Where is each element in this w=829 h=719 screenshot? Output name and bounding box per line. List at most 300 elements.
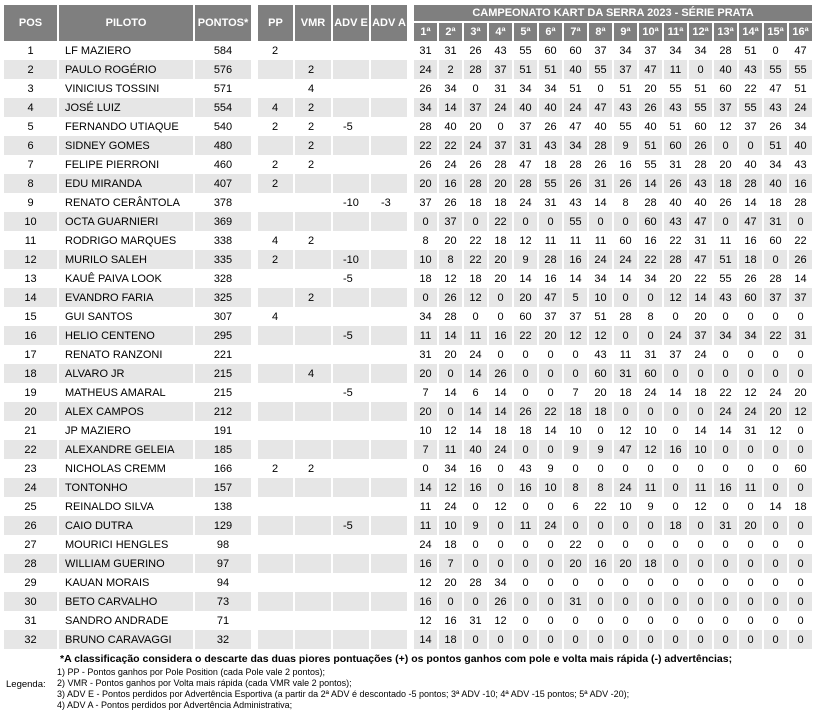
table-row (4, 269, 812, 288)
race-result-cell: 12 (689, 497, 712, 516)
race-result-cell: 34 (764, 155, 787, 174)
race-result-cell: 11 (589, 231, 612, 250)
race-result-cell: 60 (514, 307, 537, 326)
race-result-cell: 37 (464, 98, 487, 117)
race-result-cell: 0 (614, 573, 637, 592)
race-result-cell: 47 (739, 212, 762, 231)
race-result-cell: 51 (589, 307, 612, 326)
points-cell: 407 (195, 174, 251, 193)
race-result-cell: 11 (689, 478, 712, 497)
race-result-cell: 0 (539, 440, 562, 459)
race-result-cell: 0 (689, 364, 712, 383)
points-cell: 157 (195, 478, 251, 497)
race-result-cell: 0 (539, 535, 562, 554)
vmr-cell: 2 (295, 459, 331, 478)
race-result-cell: 60 (664, 136, 687, 155)
race-result-cell: 0 (664, 573, 687, 592)
race-result-cell: 43 (514, 459, 537, 478)
race-result-cell: 14 (639, 174, 662, 193)
points-cell: 325 (195, 288, 251, 307)
race-result-cell: 0 (614, 630, 637, 649)
race-result-cell: 18 (789, 497, 812, 516)
pp-cell (258, 212, 293, 231)
pos-cell: 15 (4, 307, 57, 326)
race-result-cell: 18 (764, 193, 787, 212)
race-result-cell: 16 (464, 478, 487, 497)
race-result-cell: 22 (764, 326, 787, 345)
table-row (4, 573, 812, 592)
race-result-cell: 0 (714, 630, 737, 649)
adv-e-cell (333, 364, 369, 383)
pos-cell: 18 (4, 364, 57, 383)
race-result-cell: 0 (464, 212, 487, 231)
adv-a-cell (371, 554, 407, 573)
race-result-cell: 60 (714, 79, 737, 98)
race-result-cell: 20 (614, 554, 637, 573)
pos-cell: 16 (4, 326, 57, 345)
race-result-cell: 0 (489, 516, 512, 535)
adv-a-cell (371, 611, 407, 630)
race-result-cell: 18 (614, 383, 637, 402)
race-result-cell: 0 (614, 288, 637, 307)
race-result-cell: 0 (539, 497, 562, 516)
header-race-5: 5ª (514, 21, 537, 41)
race-result-cell: 26 (689, 136, 712, 155)
adv-a-cell (371, 269, 407, 288)
race-result-cell: 18 (689, 383, 712, 402)
race-result-cell: 0 (589, 459, 612, 478)
pp-cell (258, 478, 293, 497)
race-result-cell: 0 (539, 383, 562, 402)
race-result-cell: 9 (514, 250, 537, 269)
race-result-cell: 26 (639, 98, 662, 117)
adv-e-cell (333, 288, 369, 307)
race-result-cell: 20 (439, 231, 462, 250)
adv-a-cell (371, 421, 407, 440)
race-result-cell: 0 (764, 573, 787, 592)
race-result-cell: 0 (514, 440, 537, 459)
vmr-cell: 4 (295, 79, 331, 98)
race-result-cell: 0 (764, 592, 787, 611)
race-result-cell: 24 (614, 250, 637, 269)
race-result-cell: 0 (764, 516, 787, 535)
race-result-cell: 31 (614, 364, 637, 383)
race-result-cell: 28 (614, 307, 637, 326)
race-result-cell: 0 (764, 345, 787, 364)
race-result-cell: 11 (539, 231, 562, 250)
race-result-cell: 20 (564, 554, 587, 573)
race-result-cell: 11 (514, 516, 537, 535)
points-cell: 221 (195, 345, 251, 364)
race-result-cell: 26 (464, 41, 487, 60)
race-result-cell: 22 (464, 250, 487, 269)
race-result-cell: 26 (564, 174, 587, 193)
adv-e-cell: -10 (333, 193, 369, 212)
driver-name: MURILO SALEH (59, 250, 193, 269)
race-result-cell: 0 (739, 345, 762, 364)
driver-name: ALEXANDRE GELEIA (59, 440, 193, 459)
race-result-cell: 0 (639, 402, 662, 421)
race-result-cell: 0 (739, 440, 762, 459)
vmr-cell (295, 326, 331, 345)
points-cell: 576 (195, 60, 251, 79)
race-result-cell: 0 (764, 250, 787, 269)
table-row (4, 79, 812, 98)
race-result-cell: 47 (514, 155, 537, 174)
race-result-cell: 26 (789, 250, 812, 269)
race-result-cell: 0 (664, 497, 687, 516)
header-race-3: 3ª (464, 21, 487, 41)
race-result-cell: 7 (414, 383, 437, 402)
race-result-cell: 0 (514, 535, 537, 554)
points-cell: 129 (195, 516, 251, 535)
vmr-cell (295, 535, 331, 554)
adv-e-cell (333, 497, 369, 516)
legend-item-pp: 1) PP - Pontos ganhos por Pole Position (cada Pole vale 2 pontos); (57, 667, 325, 677)
race-result-cell: 2 (439, 60, 462, 79)
race-result-cell: 31 (764, 212, 787, 231)
race-result-cell: 16 (414, 554, 437, 573)
race-result-cell: 0 (789, 516, 812, 535)
points-cell: 584 (195, 41, 251, 60)
adv-a-cell (371, 497, 407, 516)
vmr-cell: 2 (295, 117, 331, 136)
race-result-cell: 0 (489, 345, 512, 364)
race-result-cell: 55 (764, 60, 787, 79)
vmr-cell (295, 269, 331, 288)
header-race-7: 7ª (564, 21, 587, 41)
race-result-cell: 14 (489, 402, 512, 421)
race-result-cell: 0 (789, 592, 812, 611)
race-result-cell: 37 (514, 117, 537, 136)
header-vmr: VMR (295, 5, 331, 41)
table-row (4, 535, 812, 554)
header-race-4: 4ª (489, 21, 512, 41)
race-result-cell: 0 (689, 516, 712, 535)
race-result-cell: 0 (764, 364, 787, 383)
table-row (4, 193, 812, 212)
race-result-cell: 18 (714, 174, 737, 193)
race-result-cell: 51 (614, 79, 637, 98)
race-result-cell: 0 (789, 611, 812, 630)
race-result-cell: 24 (539, 516, 562, 535)
race-result-cell: 7 (439, 554, 462, 573)
points-cell: 32 (195, 630, 251, 649)
race-result-cell: 47 (639, 60, 662, 79)
race-result-cell: 40 (464, 440, 487, 459)
race-result-cell: 34 (439, 459, 462, 478)
race-result-cell: 47 (589, 98, 612, 117)
race-result-cell: 31 (414, 41, 437, 60)
race-result-cell: 0 (739, 611, 762, 630)
race-result-cell: 0 (414, 459, 437, 478)
race-result-cell: 31 (539, 193, 562, 212)
race-result-cell: 26 (714, 193, 737, 212)
race-result-cell: 16 (514, 478, 537, 497)
header-race-6: 6ª (539, 21, 562, 41)
race-result-cell: 55 (789, 60, 812, 79)
race-result-cell: 0 (789, 535, 812, 554)
driver-name: REINALDO SILVA (59, 497, 193, 516)
driver-name: CAIO DUTRA (59, 516, 193, 535)
race-result-cell: 0 (514, 630, 537, 649)
table-row (4, 231, 812, 250)
pp-cell (258, 60, 293, 79)
race-result-cell: 0 (639, 516, 662, 535)
race-result-cell: 0 (689, 573, 712, 592)
race-result-cell: 0 (464, 592, 487, 611)
race-result-cell: 0 (464, 554, 487, 573)
adv-e-cell (333, 79, 369, 98)
race-result-cell: 0 (614, 611, 637, 630)
race-result-cell: 0 (539, 592, 562, 611)
race-result-cell: 34 (564, 136, 587, 155)
adv-e-cell (333, 307, 369, 326)
race-result-cell: 0 (714, 136, 737, 155)
header-adv-e: ADV E (333, 5, 369, 41)
race-result-cell: 0 (789, 573, 812, 592)
race-result-cell: 7 (414, 440, 437, 459)
race-result-cell: 0 (789, 421, 812, 440)
race-result-cell: 20 (414, 174, 437, 193)
race-result-cell: 31 (789, 326, 812, 345)
race-result-cell: 24 (614, 478, 637, 497)
points-cell: 369 (195, 212, 251, 231)
race-result-cell: 0 (664, 611, 687, 630)
race-result-cell: 26 (414, 79, 437, 98)
table-row (4, 554, 812, 573)
race-result-cell: 34 (789, 117, 812, 136)
race-result-cell: 20 (539, 326, 562, 345)
adv-e-cell (333, 554, 369, 573)
driver-name: ALEX CAMPOS (59, 402, 193, 421)
driver-name: BRUNO CARAVAGGI (59, 630, 193, 649)
race-result-cell: 24 (439, 155, 462, 174)
pos-cell: 21 (4, 421, 57, 440)
pp-cell (258, 326, 293, 345)
vmr-cell: 2 (295, 231, 331, 250)
race-result-cell: 16 (489, 326, 512, 345)
adv-a-cell (371, 592, 407, 611)
race-result-cell: 40 (539, 98, 562, 117)
race-result-cell: 0 (589, 535, 612, 554)
race-result-cell: 14 (439, 383, 462, 402)
table-row (4, 611, 812, 630)
driver-name: PAULO ROGÉRIO (59, 60, 193, 79)
points-cell: 378 (195, 193, 251, 212)
race-result-cell: 34 (589, 269, 612, 288)
race-result-cell: 34 (514, 79, 537, 98)
race-result-cell: 12 (439, 269, 462, 288)
race-result-cell: 28 (714, 41, 737, 60)
adv-e-cell: -5 (333, 383, 369, 402)
race-result-cell: 24 (464, 136, 487, 155)
race-result-cell: 0 (489, 459, 512, 478)
race-result-cell: 37 (639, 41, 662, 60)
driver-name: KAUÊ PAIVA LOOK (59, 269, 193, 288)
legend-label: Legenda: (6, 679, 46, 690)
race-result-cell: 22 (439, 136, 462, 155)
table-row (4, 345, 812, 364)
race-result-cell: 24 (664, 326, 687, 345)
legend-item-vmr: 2) VMR - Pontos ganhos por Volta mais rápida (cada VMR vale 2 pontos); (57, 678, 352, 688)
race-result-cell: 0 (714, 573, 737, 592)
race-result-cell: 60 (639, 212, 662, 231)
race-result-cell: 40 (664, 193, 687, 212)
vmr-cell (295, 193, 331, 212)
race-result-cell: 51 (664, 117, 687, 136)
race-result-cell: 14 (439, 326, 462, 345)
pos-cell: 11 (4, 231, 57, 250)
adv-e-cell (333, 440, 369, 459)
race-result-cell: 55 (739, 98, 762, 117)
race-result-cell: 0 (464, 79, 487, 98)
pp-cell (258, 345, 293, 364)
race-result-cell: 22 (414, 136, 437, 155)
pp-cell (258, 516, 293, 535)
race-result-cell: 0 (639, 592, 662, 611)
race-result-cell: 0 (714, 592, 737, 611)
legend-note: *A classificação considera o descarte das duas piores pontuações (+) os pontos ganhos com pole e volta mais rápida (-) advertências; (60, 653, 733, 665)
race-result-cell: 24 (414, 60, 437, 79)
pp-cell (258, 630, 293, 649)
race-result-cell: 40 (439, 117, 462, 136)
table-row (4, 630, 812, 649)
race-result-cell: 20 (464, 117, 487, 136)
header-race-13: 13ª (714, 21, 737, 41)
pp-cell (258, 421, 293, 440)
adv-a-cell (371, 79, 407, 98)
race-result-cell: 10 (539, 478, 562, 497)
vmr-cell: 2 (295, 288, 331, 307)
driver-name: KAUAN MORAIS (59, 573, 193, 592)
race-result-cell: 16 (564, 250, 587, 269)
pos-cell: 14 (4, 288, 57, 307)
race-result-cell: 0 (589, 212, 612, 231)
points-cell: 460 (195, 155, 251, 174)
race-result-cell: 0 (614, 212, 637, 231)
race-result-cell: 0 (564, 630, 587, 649)
adv-e-cell (333, 535, 369, 554)
race-result-cell: 0 (664, 459, 687, 478)
race-result-cell: 47 (689, 212, 712, 231)
race-result-cell: 0 (714, 212, 737, 231)
table-row (4, 326, 812, 345)
race-result-cell: 12 (439, 421, 462, 440)
adv-e-cell (333, 421, 369, 440)
pos-cell: 8 (4, 174, 57, 193)
adv-e-cell: -10 (333, 250, 369, 269)
race-result-cell: 12 (414, 573, 437, 592)
race-result-cell: 31 (589, 174, 612, 193)
race-result-cell: 0 (439, 364, 462, 383)
race-result-cell: 24 (764, 383, 787, 402)
race-result-cell: 0 (589, 79, 612, 98)
race-result-cell: 0 (489, 535, 512, 554)
race-result-cell: 22 (789, 231, 812, 250)
race-result-cell: 20 (414, 402, 437, 421)
race-result-cell: 22 (489, 212, 512, 231)
table-row (4, 250, 812, 269)
race-result-cell: 28 (564, 155, 587, 174)
race-result-cell: 34 (489, 573, 512, 592)
race-result-cell: 24 (464, 345, 487, 364)
pos-cell: 17 (4, 345, 57, 364)
table-row (4, 307, 812, 326)
race-result-cell: 31 (439, 41, 462, 60)
race-result-cell: 16 (664, 440, 687, 459)
race-result-cell: 20 (664, 269, 687, 288)
race-result-cell: 34 (714, 326, 737, 345)
race-result-cell: 18 (539, 155, 562, 174)
adv-a-cell (371, 136, 407, 155)
race-result-cell: 31 (564, 592, 587, 611)
race-result-cell: 24 (739, 402, 762, 421)
race-result-cell: 0 (664, 364, 687, 383)
race-result-cell: 16 (464, 459, 487, 478)
pos-cell: 9 (4, 193, 57, 212)
race-result-cell: 9 (639, 497, 662, 516)
vmr-cell (295, 383, 331, 402)
race-result-cell: 18 (464, 193, 487, 212)
race-result-cell: 0 (739, 630, 762, 649)
race-result-cell: 14 (589, 193, 612, 212)
race-result-cell: 0 (489, 117, 512, 136)
championship-title: CAMPEONATO KART DA SERRA 2023 - SÉRIE PRATA (414, 5, 812, 21)
race-result-cell: 14 (739, 193, 762, 212)
race-result-cell: 28 (414, 117, 437, 136)
race-result-cell: 34 (664, 41, 687, 60)
table-row (4, 136, 812, 155)
header-race-16: 16ª (789, 21, 812, 41)
header-pos: POS (4, 5, 57, 41)
table-row (4, 60, 812, 79)
table-row (4, 478, 812, 497)
race-result-cell: 16 (439, 611, 462, 630)
race-result-cell: 40 (739, 155, 762, 174)
adv-a-cell (371, 630, 407, 649)
race-result-cell: 12 (589, 326, 612, 345)
points-cell: 97 (195, 554, 251, 573)
race-result-cell: 0 (739, 364, 762, 383)
pos-cell: 25 (4, 497, 57, 516)
race-result-cell: 37 (664, 345, 687, 364)
points-cell: 338 (195, 231, 251, 250)
vmr-cell (295, 478, 331, 497)
race-result-cell: 37 (489, 136, 512, 155)
race-result-cell: 60 (614, 231, 637, 250)
points-cell: 571 (195, 79, 251, 98)
points-cell: 185 (195, 440, 251, 459)
race-result-cell: 40 (564, 60, 587, 79)
header-piloto: PILOTO (59, 5, 193, 41)
race-result-cell: 20 (714, 155, 737, 174)
race-result-cell: 18 (514, 421, 537, 440)
race-result-cell: 0 (614, 535, 637, 554)
race-result-cell: 26 (764, 117, 787, 136)
adv-a-cell (371, 250, 407, 269)
race-result-cell: 18 (639, 554, 662, 573)
adv-a-cell (371, 440, 407, 459)
race-result-cell: 18 (739, 250, 762, 269)
pos-cell: 13 (4, 269, 57, 288)
pp-cell (258, 554, 293, 573)
race-result-cell: 60 (689, 117, 712, 136)
race-result-cell: 0 (514, 212, 537, 231)
race-result-cell: 34 (689, 41, 712, 60)
race-result-cell: 16 (439, 174, 462, 193)
race-result-cell: 0 (789, 440, 812, 459)
